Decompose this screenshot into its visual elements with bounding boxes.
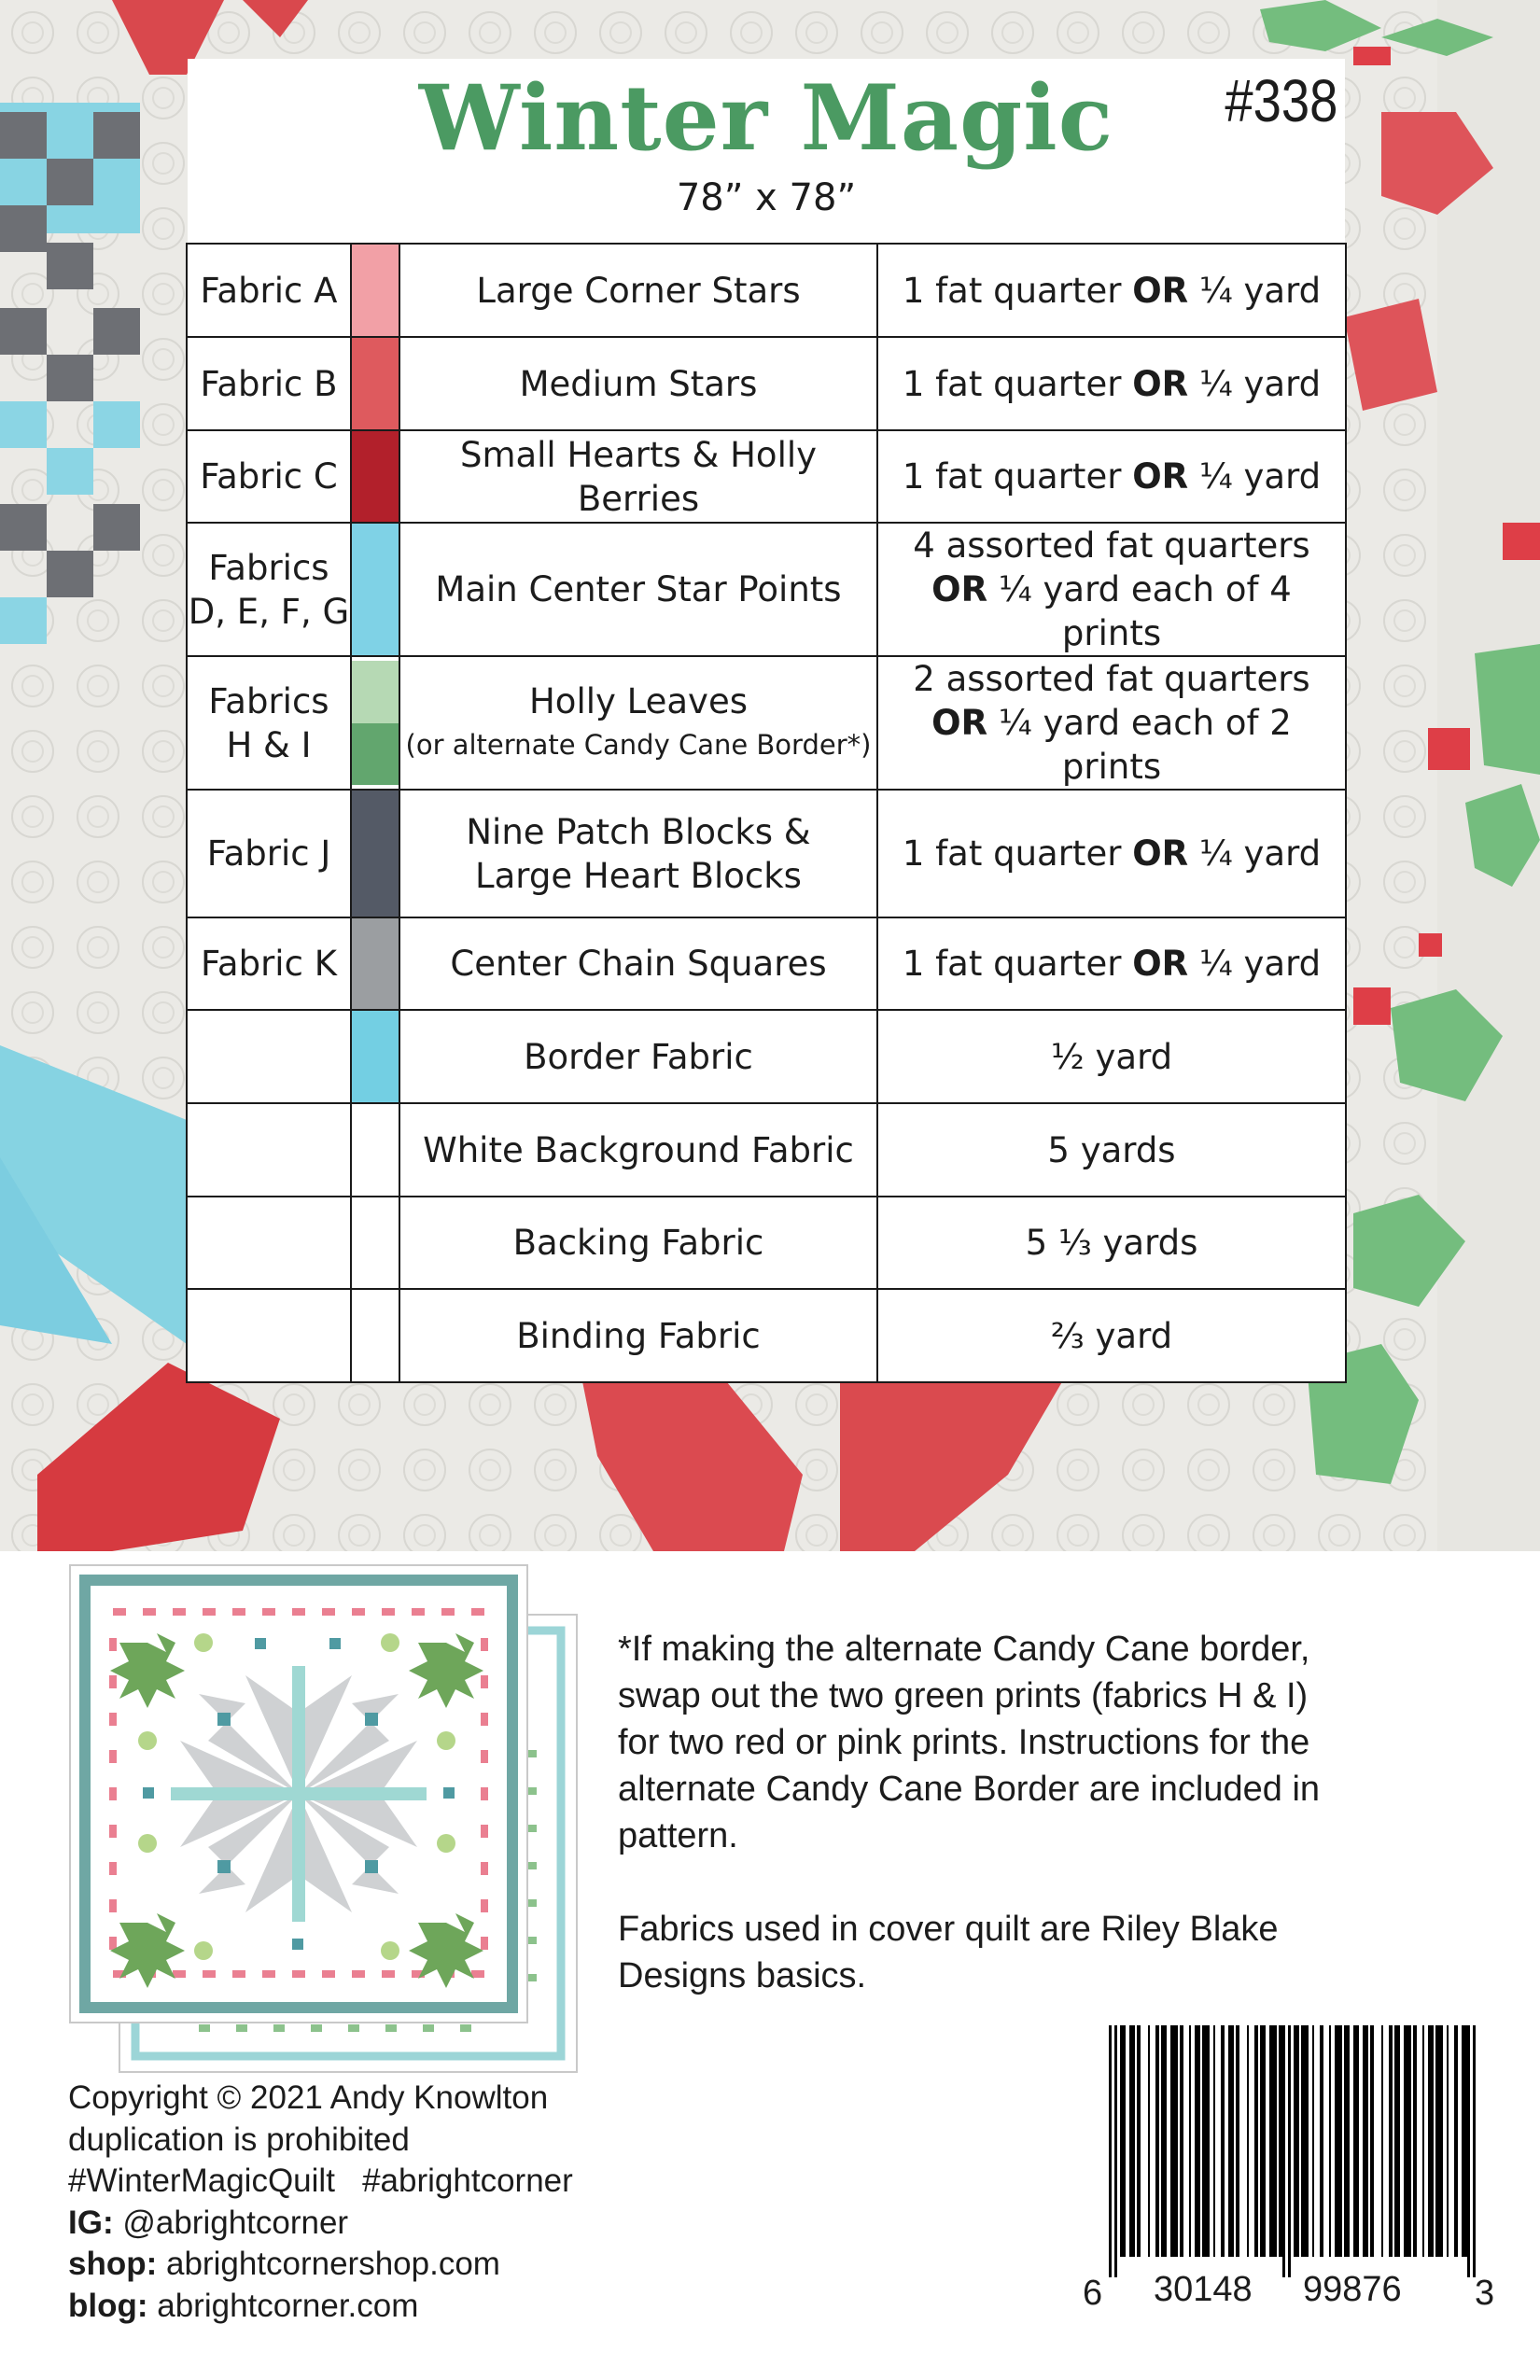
table-row bbox=[187, 1010, 1346, 1103]
alternate-border-note: *If making the alternate Candy Cane border, swap out the two green prints (fabrics H & I) for two red or pink prints. Instructions for the alternate Candy Cane Border are included in pattern. bbox=[618, 1630, 1321, 1855]
fabric-label: Fabrics D, E, F, G bbox=[187, 523, 351, 656]
color-swatch bbox=[351, 1103, 399, 1197]
fabric-amount: 1 fat quarter OR ¼ yard bbox=[877, 790, 1346, 917]
fabric-use: Small Hearts & Holly Berries bbox=[399, 430, 877, 523]
table-row bbox=[187, 244, 1346, 337]
barcode-digits-left: 30148 bbox=[1154, 2270, 1253, 2309]
table-row bbox=[187, 656, 1346, 790]
fabric-label: Fabric K bbox=[187, 917, 351, 1010]
quilt-size: 78” x 78” bbox=[676, 176, 857, 219]
fabrics-used-note: Fabrics used in cover quilt are Riley Blake Designs basics. bbox=[618, 1910, 1279, 1995]
color-swatch bbox=[351, 917, 399, 1010]
color-swatch bbox=[351, 656, 399, 790]
fabric-amount: 1 fat quarter OR ¼ yard bbox=[877, 244, 1346, 337]
fabric-use: White Background Fabric bbox=[399, 1103, 877, 1197]
fabric-label: Fabric C bbox=[187, 430, 351, 523]
barcode-bars bbox=[1083, 2025, 1503, 2277]
fabric-label bbox=[187, 1010, 351, 1103]
pattern-number: #338 bbox=[1224, 67, 1337, 134]
hashtags: #WinterMagicQuilt #abrightcorner bbox=[68, 2163, 573, 2200]
color-swatch bbox=[351, 1197, 399, 1289]
copyright: Copyright © 2021 Andy Knowlton bbox=[68, 2079, 549, 2116]
color-swatch bbox=[351, 523, 399, 656]
table-row bbox=[187, 1197, 1346, 1289]
quilt-thumbnail bbox=[68, 1563, 591, 2090]
fabric-requirements-table bbox=[186, 243, 1347, 1383]
color-swatch bbox=[351, 790, 399, 917]
pattern-notes bbox=[618, 1626, 1355, 2046]
quilt-thumbnail-art bbox=[68, 1563, 591, 2086]
fabric-use: Binding Fabric bbox=[399, 1289, 877, 1382]
fabric-amount: 1 fat quarter OR ¼ yard bbox=[877, 337, 1346, 430]
table-row bbox=[187, 790, 1346, 917]
fabric-use: Main Center Star Points bbox=[399, 523, 877, 656]
fabric-amount: 2 assorted fat quarters OR ¼ yard each of 2 prints bbox=[877, 656, 1346, 790]
pattern-title: Winter Magic bbox=[418, 65, 1114, 171]
instagram-line: IG: @abrightcorner bbox=[68, 2204, 349, 2241]
shop-line: shop: abrightcornershop.com bbox=[68, 2246, 500, 2283]
fabric-amount: ⅔ yard bbox=[877, 1289, 1346, 1382]
table-row bbox=[187, 1103, 1346, 1197]
fabric-use: Holly Leaves (or alternate Candy Cane Border*) bbox=[399, 656, 877, 790]
table-row bbox=[187, 337, 1346, 430]
table-row bbox=[187, 1289, 1346, 1382]
fabric-amount: 1 fat quarter OR ¼ yard bbox=[877, 917, 1346, 1010]
barcode bbox=[1083, 2025, 1503, 2315]
fabric-label bbox=[187, 1103, 351, 1197]
barcode-digit-last: 3 bbox=[1475, 2274, 1495, 2313]
fabric-amount: ½ yard bbox=[877, 1010, 1346, 1103]
fabric-amount: 1 fat quarter OR ¼ yard bbox=[877, 430, 1346, 523]
blog-line: blog: abrightcorner.com bbox=[68, 2287, 419, 2324]
fabric-amount: 5 yards bbox=[877, 1103, 1346, 1197]
fabric-label bbox=[187, 1289, 351, 1382]
color-swatch bbox=[351, 1010, 399, 1103]
color-swatch bbox=[351, 244, 399, 337]
fabric-use: Nine Patch Blocks & Large Heart Blocks bbox=[399, 790, 877, 917]
fabric-use: Center Chain Squares bbox=[399, 917, 877, 1010]
fabric-use: Border Fabric bbox=[399, 1010, 877, 1103]
fabric-label: Fabric A bbox=[187, 244, 351, 337]
barcode-digits-right: 99876 bbox=[1303, 2270, 1402, 2309]
fabric-amount: 4 assorted fat quarters OR ¼ yard each of 4 prints bbox=[877, 523, 1346, 656]
fabric-use: Medium Stars bbox=[399, 337, 877, 430]
fabric-use: Large Corner Stars bbox=[399, 244, 877, 337]
barcode-digit-first: 6 bbox=[1083, 2274, 1103, 2313]
title-card bbox=[188, 59, 1345, 245]
table-row bbox=[187, 523, 1346, 656]
table-row bbox=[187, 430, 1346, 523]
duplication-notice: duplication is prohibited bbox=[68, 2121, 410, 2158]
color-swatch bbox=[351, 337, 399, 430]
fabric-label: Fabric B bbox=[187, 337, 351, 430]
color-swatch bbox=[351, 430, 399, 523]
fabric-label: Fabric J bbox=[187, 790, 351, 917]
fabric-label bbox=[187, 1197, 351, 1289]
fabric-label: Fabrics H & I bbox=[187, 656, 351, 790]
fabric-use: Backing Fabric bbox=[399, 1197, 877, 1289]
color-swatch bbox=[351, 1289, 399, 1382]
credits bbox=[68, 2078, 573, 2328]
table-row bbox=[187, 917, 1346, 1010]
fabric-amount: 5 ⅓ yards bbox=[877, 1197, 1346, 1289]
